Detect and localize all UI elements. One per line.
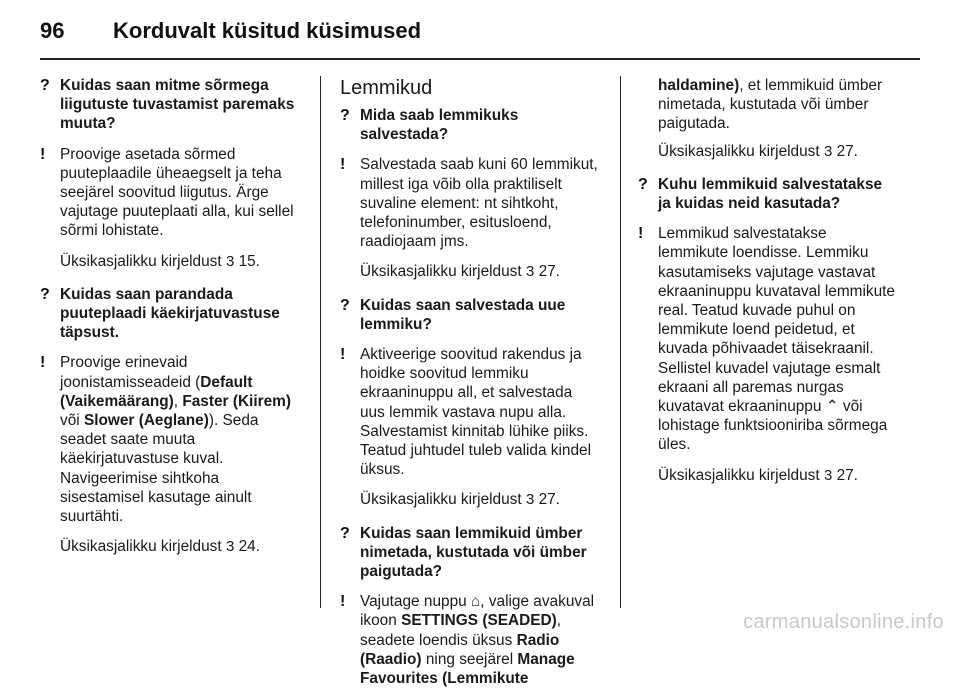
- manage-favourites-label: Manage Favourites (Lemmikute: [360, 650, 575, 688]
- answer-text-part: ning seejärel: [421, 650, 518, 668]
- settings-label: SETTINGS (SEADED): [401, 612, 557, 630]
- question-text: Mida saab lemmikuks salvestada?: [360, 107, 519, 144]
- answer-text: [60, 353, 300, 526]
- reference-text: Üksikasjalikku kirjeldust: [658, 466, 820, 484]
- question-text: Kuidas saan parandada puuteplaadi käekirjatuvastuse täpsust.: [60, 285, 280, 342]
- page-ref-arrow-icon: 3: [823, 466, 833, 484]
- answer-text-part: või lohistage funktsiooniriba sõrmega üles.: [658, 398, 888, 454]
- page-ref-arrow-icon: 3: [525, 491, 535, 509]
- reference-text: Üksikasjalikku kirjeldust: [360, 263, 522, 281]
- reference-line: [360, 490, 600, 509]
- answer-text-part: , valige avakuval ikoon: [360, 593, 595, 630]
- answer-block: [40, 145, 300, 241]
- continued-answer: [658, 76, 898, 134]
- answer-text-part: või: [60, 412, 84, 430]
- answer-icon: !: [340, 156, 346, 174]
- page-ref-arrow-icon: 3: [823, 142, 833, 160]
- answer-text-part: ,: [173, 392, 183, 410]
- page-ref-arrow-icon: 3: [525, 263, 535, 281]
- answer-text-part: Proovige erinevaid joonistamisseadeid (: [60, 354, 201, 391]
- answer-icon: !: [40, 145, 46, 163]
- question-icon: ?: [340, 296, 350, 314]
- answer-icon: !: [40, 354, 46, 372]
- answer-text-part: Lemmikud salvestatakse lemmikute loendisse. Lemmiku kasutamiseks vajutage vastavat ekraaninuppu kuvataval lemmikute real. Teatud kuvade puhul on lemmikute loend peidetud, et kuvada põhivaadet täisekraanil. Sellistel kuvadel vajutage esmalt ekraani all paremas nurgas kuvatavat ekraaninuppu: [658, 225, 895, 416]
- column-2: [340, 76, 600, 699]
- home-icon: ⌂: [470, 593, 481, 611]
- answer-text: [360, 592, 600, 688]
- setting-slower: Slower (Aeglane): [83, 412, 209, 430]
- answer-block: [340, 345, 600, 479]
- reference-page: 27.: [538, 263, 560, 281]
- question-block: [40, 76, 300, 134]
- chevron-up-icon: ⌃: [825, 398, 839, 416]
- question-text: Kuidas saan lemmikuid ümber nimetada, kustutada või ümber paigutada?: [360, 524, 587, 581]
- question-text: Kuidas saan salvestada uue lemmiku?: [360, 296, 566, 333]
- reference-page: 27.: [538, 491, 560, 509]
- reference-line: [60, 252, 300, 271]
- question-block: [40, 285, 300, 343]
- question-icon: ?: [340, 107, 350, 124]
- radio-label: Radio (Raadio): [360, 631, 560, 668]
- question-text: Kuidas saan mitme sõrmega liigutuste tuvastamist paremaks muuta?: [60, 77, 295, 133]
- answer-text: [658, 224, 898, 454]
- setting-faster: Faster (Kiirem): [182, 392, 291, 410]
- page-number: 96: [40, 18, 65, 43]
- question-block: [638, 175, 898, 213]
- answer-icon: !: [638, 225, 644, 243]
- answer-text-part: ). Seda seadet saate muuta käekirjatuvastuse kuval. Navigeerimise sihtkoha sisestamisel kasutage ainult suurtähti.: [60, 412, 259, 526]
- page-title: Korduvalt küsitud küsimused: [113, 18, 422, 43]
- reference-text: Üksikasjalikku kirjeldust: [658, 142, 820, 160]
- answer-icon: !: [340, 346, 346, 364]
- reference-page: 24.: [238, 538, 260, 556]
- page-ref-arrow-icon: 3: [225, 538, 235, 556]
- column-1: [40, 76, 300, 570]
- reference-page: 15.: [238, 252, 260, 270]
- question-block: [340, 296, 600, 334]
- answer-text: Proovige asetada sõrmed puuteplaadile üheaegselt ja teha seejärel soovitud liigutus. Ärge vajutage puuteplaati alla, kui sellel sõrmi lohistate.: [60, 145, 294, 240]
- question-icon: ?: [40, 285, 50, 303]
- setting-default: Default (Vaikemäärang): [60, 373, 253, 410]
- section-heading: Lemmikud: [340, 77, 433, 99]
- question-text: Kuhu lemmikuid salvestatakse ja kuidas neid kasutada?: [658, 175, 883, 213]
- answer-block: [340, 592, 600, 688]
- reference-text: Üksikasjalikku kirjeldust: [60, 538, 222, 556]
- reference-page: 27.: [836, 466, 858, 484]
- answer-text: Aktiveerige soovitud rakendus ja hoidke soovitud lemmiku ekraaninuppu all, et salvestada uus lemmik vastava nupu alla. Salvestamist kinnitab lühike piiks. Teatud juhtudel tuleb valida kindel üksus.: [360, 346, 592, 479]
- reference-text: Üksikasjalikku kirjeldust: [60, 252, 222, 270]
- answer-block: [40, 353, 300, 526]
- question-icon: ?: [340, 524, 350, 542]
- column-divider-1: [320, 76, 321, 608]
- page-ref-arrow-icon: 3: [225, 252, 235, 270]
- column-3: [638, 76, 898, 499]
- answer-text-part: , seadete loendis üksus: [360, 612, 561, 649]
- question-icon: ?: [638, 175, 648, 193]
- answer-block: [340, 155, 600, 251]
- page-header: [0, 0, 960, 60]
- reference-line: [658, 142, 898, 161]
- question-block: [340, 524, 600, 582]
- reference-text: Üksikasjalikku kirjeldust: [360, 491, 522, 509]
- question-block: [340, 106, 600, 144]
- answer-text-part: Vajutage nuppu: [360, 593, 471, 611]
- answer-block: [638, 224, 898, 454]
- watermark: carmanualsonline.info: [743, 611, 944, 633]
- answer-text: Salvestada saab kuni 60 lemmikut, millest iga võib olla praktiliselt suvaline element: nt sihtkoht, telefoninumber, esitusloend, raadiojaam jms.: [360, 156, 598, 251]
- column-divider-2: [620, 76, 621, 608]
- reference-line: [658, 466, 898, 485]
- header-divider: [40, 58, 920, 60]
- reference-line: [60, 537, 300, 556]
- question-icon: ?: [40, 77, 50, 94]
- manage-favourites-label-cont: haldamine): [658, 77, 740, 94]
- reference-line: [360, 262, 600, 281]
- reference-page: 27.: [836, 142, 858, 160]
- answer-text-part: , et lemmikuid ümber nimetada, kustutada või ümber paigutada.: [658, 77, 883, 133]
- answer-icon: !: [340, 593, 346, 611]
